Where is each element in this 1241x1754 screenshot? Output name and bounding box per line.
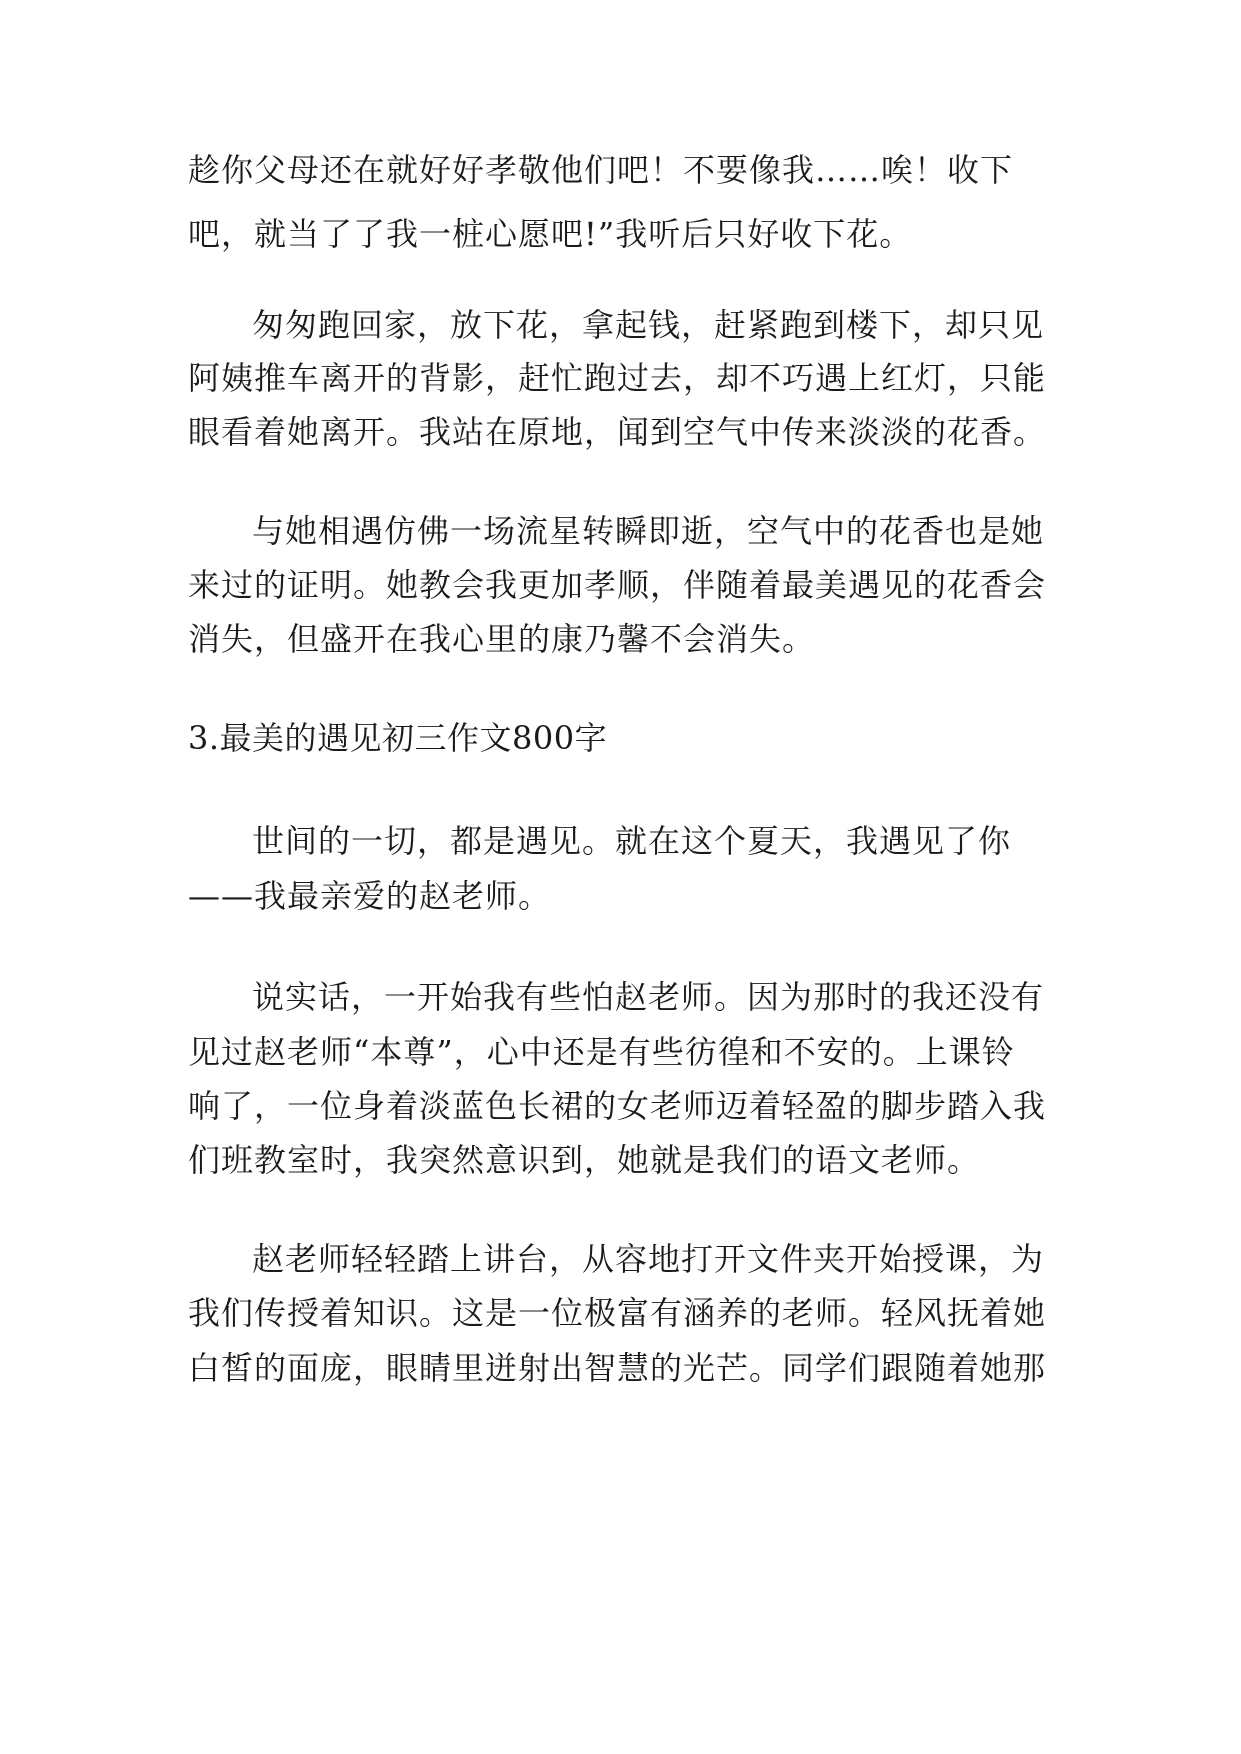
text-line: 们班教室时，我突然意识到，她就是我们的语文老师。: [188, 1141, 981, 1179]
text-line: 趁你父母还在就好好孝敬他们吧！不要像我……唉！收下: [188, 151, 1014, 189]
text-line: 眼看着她离开。我站在原地，闻到空气中传来淡淡的花香。: [188, 413, 1047, 451]
text-line: 赵老师轻轻踏上讲台，从容地打开文件夹开始授课，为: [252, 1240, 1045, 1278]
text-line: 说实话，一开始我有些怕赵老师。因为那时的我还没有: [252, 978, 1045, 1016]
text-line: 世间的一切，都是遇见。就在这个夏天，我遇见了你: [252, 822, 1012, 860]
text-line: 见过赵老师“本尊”，心中还是有些彷徨和不安的。上课铃: [188, 1033, 1015, 1071]
text-line: 白皙的面庞，眼睛里迸射出智慧的光芒。同学们跟随着她那: [188, 1349, 1047, 1387]
text-line: ——我最亲爱的赵老师。: [188, 877, 552, 915]
text-line: 吧，就当了了我一桩心愿吧!”我听后只好收下花。: [188, 215, 913, 253]
text-line: 我们传授着知识。这是一位极富有涵养的老师。轻风抚着她: [188, 1294, 1047, 1332]
text-line: 阿姨推车离开的背影，赶忙跑过去，却不巧遇上红灯，只能: [188, 359, 1047, 397]
section-heading: 3.最美的遇见初三作文800字: [188, 719, 608, 757]
text-line: 匆匆跑回家，放下花，拿起钱，赶紧跑到楼下，却只见: [252, 306, 1045, 344]
text-line: 响了，一位身着淡蓝色长裙的女老师迈着轻盈的脚步踏入我: [188, 1087, 1047, 1125]
text-line: 与她相遇仿佛一场流星转瞬即逝，空气中的花香也是她: [252, 512, 1045, 550]
text-line: 来过的证明。她教会我更加孝顺，伴随着最美遇见的花香会: [188, 566, 1047, 604]
text-line: 消失，但盛开在我心里的康乃馨不会消失。: [188, 620, 816, 658]
